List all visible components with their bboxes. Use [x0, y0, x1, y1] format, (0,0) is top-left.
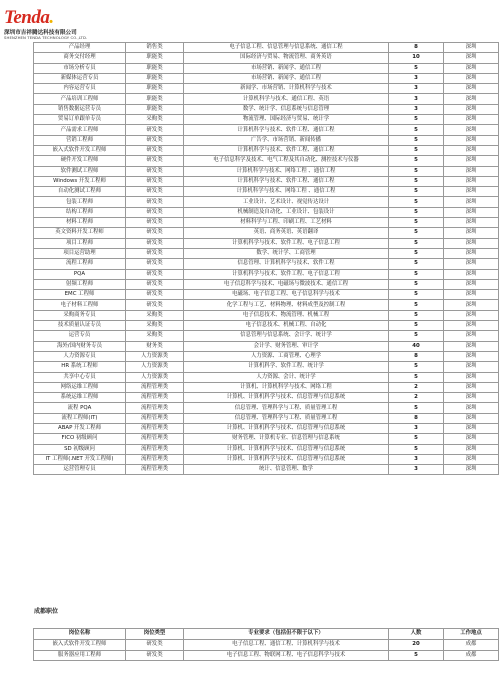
work-location-cell: 深圳 — [444, 423, 499, 433]
headcount-cell: 5 — [389, 63, 444, 73]
table-row — [34, 63, 499, 73]
major-requirements-cell: 计算机科学与技术、通信工程、英语 — [184, 94, 389, 104]
major-requirements-cell: 人力资源、会计、统计学 — [184, 372, 389, 382]
table-row — [34, 382, 499, 392]
major-requirements-cell: 信息管理、计算机科学与技术、软件工程 — [184, 259, 389, 269]
table-row — [34, 403, 499, 413]
major-requirements-cell: 新闻学、市场营销、计算机科学与技术 — [184, 84, 389, 94]
major-requirements-cell: 计算机、计算机科学与技术、信息管理与信息系统 — [184, 444, 389, 454]
headcount-cell: 40 — [389, 341, 444, 351]
position-type-cell: 研发类 — [126, 187, 184, 197]
company-name-cn: 深圳市吉祥腾达科技有限公司 — [4, 30, 77, 36]
headcount-cell: 5 — [389, 238, 444, 248]
major-requirements-cell: 国际经济与贸易、物流管理、商务英语 — [184, 53, 389, 63]
position-name-cell: 内容运营专员 — [34, 84, 126, 94]
table-row — [34, 218, 499, 228]
position-name-cell: SD 初级顾问 — [34, 444, 126, 454]
table-row — [34, 259, 499, 269]
major-requirements-cell: 工业设计、艺术设计、视觉传达设计 — [184, 197, 389, 207]
position-name-cell: 产品经理 — [34, 43, 126, 53]
position-type-cell: 人力资源类 — [126, 372, 184, 382]
position-name-cell: 贸易订单跟单专员 — [34, 115, 126, 125]
table-row — [34, 94, 499, 104]
table-row — [34, 104, 499, 114]
position-type-cell: 流程管理类 — [126, 382, 184, 392]
work-location-cell: 深圳 — [444, 279, 499, 289]
column-header-headcount: 人数 — [389, 629, 444, 640]
chengdu-section-title: 成都职位 — [34, 608, 59, 615]
position-type-cell: 研发类 — [126, 145, 184, 155]
headcount-cell: 2 — [389, 393, 444, 403]
table-row — [34, 331, 499, 341]
position-name-cell: 运营专员 — [34, 331, 126, 341]
headcount-cell: 5 — [389, 321, 444, 331]
position-name-cell: Windows 开发工程师 — [34, 176, 126, 186]
headcount-cell: 5 — [389, 310, 444, 320]
headcount-cell: 5 — [389, 331, 444, 341]
company-name-en: SHENZHEN TENDA TECHNOLOGY CO.,LTD. — [4, 35, 88, 40]
work-location-cell: 深圳 — [444, 248, 499, 258]
position-name-cell: PQA — [34, 269, 126, 279]
work-location-cell: 深圳 — [444, 228, 499, 238]
column-header-work-location: 工作地点 — [444, 629, 499, 640]
position-name-cell: 英文资料开发工程师 — [34, 228, 126, 238]
shenzhen-positions-table — [33, 42, 499, 475]
position-type-cell: 研发类 — [126, 176, 184, 186]
work-location-cell: 深圳 — [444, 465, 499, 475]
table-row — [34, 362, 499, 372]
position-name-cell: 项目工程师 — [34, 238, 126, 248]
position-type-cell: 研发类 — [126, 125, 184, 135]
headcount-cell: 8 — [389, 43, 444, 53]
position-name-cell: 网络运维工程师 — [34, 382, 126, 392]
major-requirements-cell: 信息管理、管理科学与工程、质量管理工程 — [184, 413, 389, 423]
work-location-cell: 深圳 — [444, 156, 499, 166]
major-requirements-cell: 广告学、市场营销、新闻传播 — [184, 135, 389, 145]
table-row — [34, 145, 499, 155]
headcount-cell: 5 — [389, 259, 444, 269]
table-row — [34, 207, 499, 217]
headcount-cell: 5 — [389, 269, 444, 279]
major-requirements-cell: 材料科学与工程、印刷工程、工艺材料 — [184, 218, 389, 228]
position-name-cell: IT 工程师(.NET 开发工程师) — [34, 454, 126, 464]
work-location-cell: 深圳 — [444, 135, 499, 145]
major-requirements-cell: 计算机科学、软件工程、统计学 — [184, 362, 389, 372]
headcount-cell: 5 — [389, 207, 444, 217]
table-row — [34, 176, 499, 186]
table-row — [34, 156, 499, 166]
position-name-cell: 射频工程师 — [34, 279, 126, 289]
position-name-cell: 产品培训工程师 — [34, 94, 126, 104]
major-requirements-cell: 电子信息技术、机械工程、自动化 — [184, 321, 389, 331]
headcount-cell: 5 — [389, 145, 444, 155]
position-type-cell: 流程管理类 — [126, 413, 184, 423]
position-name-cell: 硬件开发工程师 — [34, 156, 126, 166]
table-row — [34, 393, 499, 403]
tenda-logo: Tenda. — [4, 7, 54, 28]
table-row — [34, 650, 499, 661]
position-type-cell: 研发类 — [126, 156, 184, 166]
major-requirements-cell: 电子信息工程、物联网工程、电子信息科学与技术 — [184, 650, 389, 661]
position-name-cell: 项目运营助理 — [34, 248, 126, 258]
table-header-row — [34, 629, 499, 640]
position-name-cell: 市场分析专员 — [34, 63, 126, 73]
position-name-cell: 包装工程师 — [34, 197, 126, 207]
work-location-cell: 深圳 — [444, 393, 499, 403]
table-row — [34, 197, 499, 207]
major-requirements-cell: 人力资源、工商管理、心理学 — [184, 351, 389, 361]
work-location-cell: 深圳 — [444, 341, 499, 351]
work-location-cell: 成都 — [444, 639, 499, 650]
table-row — [34, 300, 499, 310]
table-row — [34, 351, 499, 361]
work-location-cell: 深圳 — [444, 362, 499, 372]
position-name-cell: HR 系统工程师 — [34, 362, 126, 372]
work-location-cell: 深圳 — [444, 125, 499, 135]
position-type-cell: 研发类 — [126, 218, 184, 228]
table-row — [34, 187, 499, 197]
position-name-cell: 嵌入式软件开发工程师 — [34, 145, 126, 155]
work-location-cell: 深圳 — [444, 187, 499, 197]
position-type-cell: 职能类 — [126, 104, 184, 114]
position-name-cell: 技术质量认证专员 — [34, 321, 126, 331]
headcount-cell: 5 — [389, 444, 444, 454]
work-location-cell: 深圳 — [444, 434, 499, 444]
headcount-cell: 5 — [389, 187, 444, 197]
table-row — [34, 465, 499, 475]
table-row — [34, 310, 499, 320]
position-type-cell: 研发类 — [126, 228, 184, 238]
table-row — [34, 84, 499, 94]
position-name-cell: 产品需求工程师 — [34, 125, 126, 135]
work-location-cell: 深圳 — [444, 94, 499, 104]
position-type-cell: 研发类 — [126, 238, 184, 248]
headcount-cell: 3 — [389, 73, 444, 83]
headcount-cell: 3 — [389, 104, 444, 114]
table-row — [34, 238, 499, 248]
table-row — [34, 444, 499, 454]
position-type-cell: 流程管理类 — [126, 444, 184, 454]
position-name-cell: 新媒体运营专员 — [34, 73, 126, 83]
position-name-cell: 销售数据运营专员 — [34, 104, 126, 114]
headcount-cell: 5 — [389, 362, 444, 372]
work-location-cell: 深圳 — [444, 115, 499, 125]
major-requirements-cell: 化学工程与工艺、材料物理、材料成型及控制工程 — [184, 300, 389, 310]
table-row — [34, 115, 499, 125]
position-type-cell: 研发类 — [126, 135, 184, 145]
headcount-cell: 5 — [389, 156, 444, 166]
work-location-cell: 深圳 — [444, 331, 499, 341]
position-name-cell: 材料工程师 — [34, 218, 126, 228]
table-row — [34, 639, 499, 650]
position-type-cell: 研发类 — [126, 650, 184, 661]
position-type-cell: 研发类 — [126, 197, 184, 207]
major-requirements-cell: 计算机科学与技术、网络工程 、通信工程 — [184, 187, 389, 197]
major-requirements-cell: 电磁场、电子信息工程、电子信息科学与技术 — [184, 290, 389, 300]
major-requirements-cell: 数学、统计学、信息系统与信息管理 — [184, 104, 389, 114]
headcount-cell: 5 — [389, 248, 444, 258]
major-requirements-cell: 计算机科学与技术、网络工程 、通信工程 — [184, 166, 389, 176]
column-header-position-type: 岗位类型 — [126, 629, 184, 640]
work-location-cell: 深圳 — [444, 176, 499, 186]
work-location-cell: 深圳 — [444, 145, 499, 155]
major-requirements-cell: 市场营销、新闻学、通信工程 — [184, 63, 389, 73]
position-type-cell: 流程管理类 — [126, 465, 184, 475]
position-name-cell: 商务交付经理 — [34, 53, 126, 63]
position-name-cell: 服务器应用工程师 — [34, 650, 126, 661]
major-requirements-cell: 计算机科学与技术、软件工程、通信工程 — [184, 145, 389, 155]
headcount-cell: 5 — [389, 228, 444, 238]
position-name-cell: ABAP 开发工程师 — [34, 423, 126, 433]
position-type-cell: 采购类 — [126, 321, 184, 331]
major-requirements-cell: 信息管理、管理科学与工程、质量管理工程 — [184, 403, 389, 413]
headcount-cell: 5 — [389, 279, 444, 289]
major-requirements-cell: 财务管理、计算机专业、信息管理与信息系统 — [184, 434, 389, 444]
work-location-cell: 深圳 — [444, 63, 499, 73]
work-location-cell: 深圳 — [444, 310, 499, 320]
position-type-cell: 采购类 — [126, 310, 184, 320]
column-header-position-name: 岗位名称 — [34, 629, 126, 640]
major-requirements-cell: 物流管理、国际经济与贸易、统计学 — [184, 115, 389, 125]
table-row — [34, 454, 499, 464]
major-requirements-cell: 计算机科学与技术、软件工程、通信工程 — [184, 125, 389, 135]
position-type-cell: 职能类 — [126, 84, 184, 94]
work-location-cell: 深圳 — [444, 238, 499, 248]
major-requirements-cell: 电子信息工程、通信工程、计算机科学与技术 — [184, 639, 389, 650]
major-requirements-cell: 电子信息科学与技术、电磁场与微波技术、通信工程 — [184, 279, 389, 289]
column-header-major-requirements: 专业要求（包括但不限于以下） — [184, 629, 389, 640]
headcount-cell: 5 — [389, 290, 444, 300]
position-type-cell: 流程管理类 — [126, 393, 184, 403]
headcount-cell: 8 — [389, 413, 444, 423]
major-requirements-cell: 计算机科学与技术、软件工程、电子信息工程 — [184, 238, 389, 248]
headcount-cell: 5 — [389, 125, 444, 135]
position-type-cell: 研发类 — [126, 259, 184, 269]
position-type-cell: 流程管理类 — [126, 454, 184, 464]
work-location-cell: 深圳 — [444, 73, 499, 83]
position-name-cell: 自动化测试工程师 — [34, 187, 126, 197]
work-location-cell: 深圳 — [444, 454, 499, 464]
headcount-cell: 5 — [389, 176, 444, 186]
position-name-cell: EMC 工程师 — [34, 290, 126, 300]
position-type-cell: 职能类 — [126, 53, 184, 63]
headcount-cell: 5 — [389, 197, 444, 207]
position-name-cell: 流程工程师 — [34, 259, 126, 269]
headcount-cell: 5 — [389, 372, 444, 382]
position-type-cell: 研发类 — [126, 207, 184, 217]
major-requirements-cell: 计算机科学与技术、软件工程、通信工程 — [184, 176, 389, 186]
position-name-cell: 电子材料工程师 — [34, 300, 126, 310]
position-type-cell: 职能类 — [126, 63, 184, 73]
position-name-cell: FICO 初级顾问 — [34, 434, 126, 444]
work-location-cell: 深圳 — [444, 218, 499, 228]
work-location-cell: 深圳 — [444, 300, 499, 310]
position-name-cell: 结构工程师 — [34, 207, 126, 217]
table-row — [34, 135, 499, 145]
position-type-cell: 研发类 — [126, 300, 184, 310]
position-type-cell: 研发类 — [126, 279, 184, 289]
position-name-cell: 流程工程师(IT) — [34, 413, 126, 423]
headcount-cell: 5 — [389, 135, 444, 145]
chengdu-positions-table — [33, 628, 499, 661]
major-requirements-cell: 会计学、财务管理、审计学 — [184, 341, 389, 351]
position-name-cell: 营销工程师 — [34, 135, 126, 145]
table-row — [34, 53, 499, 63]
position-type-cell: 流程管理类 — [126, 403, 184, 413]
position-type-cell: 人力资源类 — [126, 351, 184, 361]
major-requirements-cell: 计算机、计算机科学与技术、信息管理与信息系统 — [184, 454, 389, 464]
headcount-cell: 5 — [389, 300, 444, 310]
major-requirements-cell: 统计、信息管理、数学 — [184, 465, 389, 475]
headcount-cell: 8 — [389, 351, 444, 361]
position-type-cell: 研发类 — [126, 639, 184, 650]
work-location-cell: 深圳 — [444, 197, 499, 207]
position-type-cell: 人力资源类 — [126, 362, 184, 372]
table-row — [34, 43, 499, 53]
work-location-cell: 深圳 — [444, 372, 499, 382]
headcount-cell: 3 — [389, 454, 444, 464]
position-name-cell: 海外/国内财务专员 — [34, 341, 126, 351]
work-location-cell: 深圳 — [444, 207, 499, 217]
work-location-cell: 深圳 — [444, 403, 499, 413]
position-name-cell: 采购商务专员 — [34, 310, 126, 320]
work-location-cell: 深圳 — [444, 259, 499, 269]
table-row — [34, 166, 499, 176]
work-location-cell: 深圳 — [444, 43, 499, 53]
work-location-cell: 深圳 — [444, 321, 499, 331]
position-name-cell: 人力资源专员 — [34, 351, 126, 361]
headcount-cell: 10 — [389, 53, 444, 63]
position-name-cell: 流程 PQA — [34, 403, 126, 413]
position-type-cell: 采购类 — [126, 115, 184, 125]
position-type-cell: 流程管理类 — [126, 423, 184, 433]
major-requirements-cell: 电子信息技术、物流管理、机械工程 — [184, 310, 389, 320]
position-type-cell: 采购类 — [126, 331, 184, 341]
position-type-cell: 研发类 — [126, 166, 184, 176]
headcount-cell: 2 — [389, 382, 444, 392]
work-location-cell: 深圳 — [444, 84, 499, 94]
table-row — [34, 341, 499, 351]
work-location-cell: 深圳 — [444, 382, 499, 392]
table-row — [34, 372, 499, 382]
major-requirements-cell: 计算机、计算机科学与技术、网络工程 — [184, 382, 389, 392]
headcount-cell: 5 — [389, 218, 444, 228]
table-row — [34, 413, 499, 423]
work-location-cell: 深圳 — [444, 290, 499, 300]
major-requirements-cell: 计算机、计算机科学与技术、信息管理与信息系统 — [184, 393, 389, 403]
major-requirements-cell: 英语、商务英语、英语翻译 — [184, 228, 389, 238]
position-type-cell: 财务类 — [126, 341, 184, 351]
headcount-cell: 5 — [389, 650, 444, 661]
work-location-cell: 深圳 — [444, 53, 499, 63]
major-requirements-cell: 信息管理与信息系统、会计学、统计学 — [184, 331, 389, 341]
position-name-cell: 软件测试工程师 — [34, 166, 126, 176]
position-type-cell: 研发类 — [126, 248, 184, 258]
position-name-cell: 共享中心专员 — [34, 372, 126, 382]
table-row — [34, 321, 499, 331]
table-row — [34, 423, 499, 433]
position-type-cell: 销售类 — [126, 43, 184, 53]
position-type-cell: 流程管理类 — [126, 434, 184, 444]
table-row — [34, 434, 499, 444]
position-type-cell: 研发类 — [126, 269, 184, 279]
work-location-cell: 成都 — [444, 650, 499, 661]
work-location-cell: 深圳 — [444, 444, 499, 454]
position-type-cell: 研发类 — [126, 290, 184, 300]
work-location-cell: 深圳 — [444, 269, 499, 279]
company-header — [0, 0, 501, 42]
table-row — [34, 125, 499, 135]
work-location-cell: 深圳 — [444, 166, 499, 176]
major-requirements-cell: 电子信息科学及技术、电气工程及其自动化、测控技术与仪器 — [184, 156, 389, 166]
work-location-cell: 深圳 — [444, 104, 499, 114]
major-requirements-cell: 计算机、计算机科学与技术、信息管理与信息系统 — [184, 423, 389, 433]
position-type-cell: 职能类 — [126, 73, 184, 83]
position-name-cell: 系统运维工程师 — [34, 393, 126, 403]
position-name-cell: 嵌入式软件开发工程师 — [34, 639, 126, 650]
headcount-cell: 3 — [389, 423, 444, 433]
work-location-cell: 深圳 — [444, 413, 499, 423]
major-requirements-cell: 机械制造及自动化、工业设计、包装设计 — [184, 207, 389, 217]
headcount-cell: 3 — [389, 465, 444, 475]
headcount-cell: 3 — [389, 94, 444, 104]
headcount-cell: 20 — [389, 639, 444, 650]
table-row — [34, 228, 499, 238]
position-name-cell: 运营管理专员 — [34, 465, 126, 475]
major-requirements-cell: 计算机科学与技术、软件工程、电子信息工程 — [184, 269, 389, 279]
table-row — [34, 290, 499, 300]
major-requirements-cell: 数学、统计学、工商管理 — [184, 248, 389, 258]
table-row — [34, 248, 499, 258]
headcount-cell: 5 — [389, 166, 444, 176]
headcount-cell: 3 — [389, 84, 444, 94]
headcount-cell: 5 — [389, 115, 444, 125]
major-requirements-cell: 电子信息工程、信息管理与信息系统、通信工程 — [184, 43, 389, 53]
headcount-cell: 5 — [389, 434, 444, 444]
headcount-cell: 5 — [389, 403, 444, 413]
work-location-cell: 深圳 — [444, 351, 499, 361]
major-requirements-cell: 市场营销、新闻学、通信工程 — [184, 73, 389, 83]
table-row — [34, 279, 499, 289]
position-type-cell: 职能类 — [126, 94, 184, 104]
table-row — [34, 269, 499, 279]
table-row — [34, 73, 499, 83]
